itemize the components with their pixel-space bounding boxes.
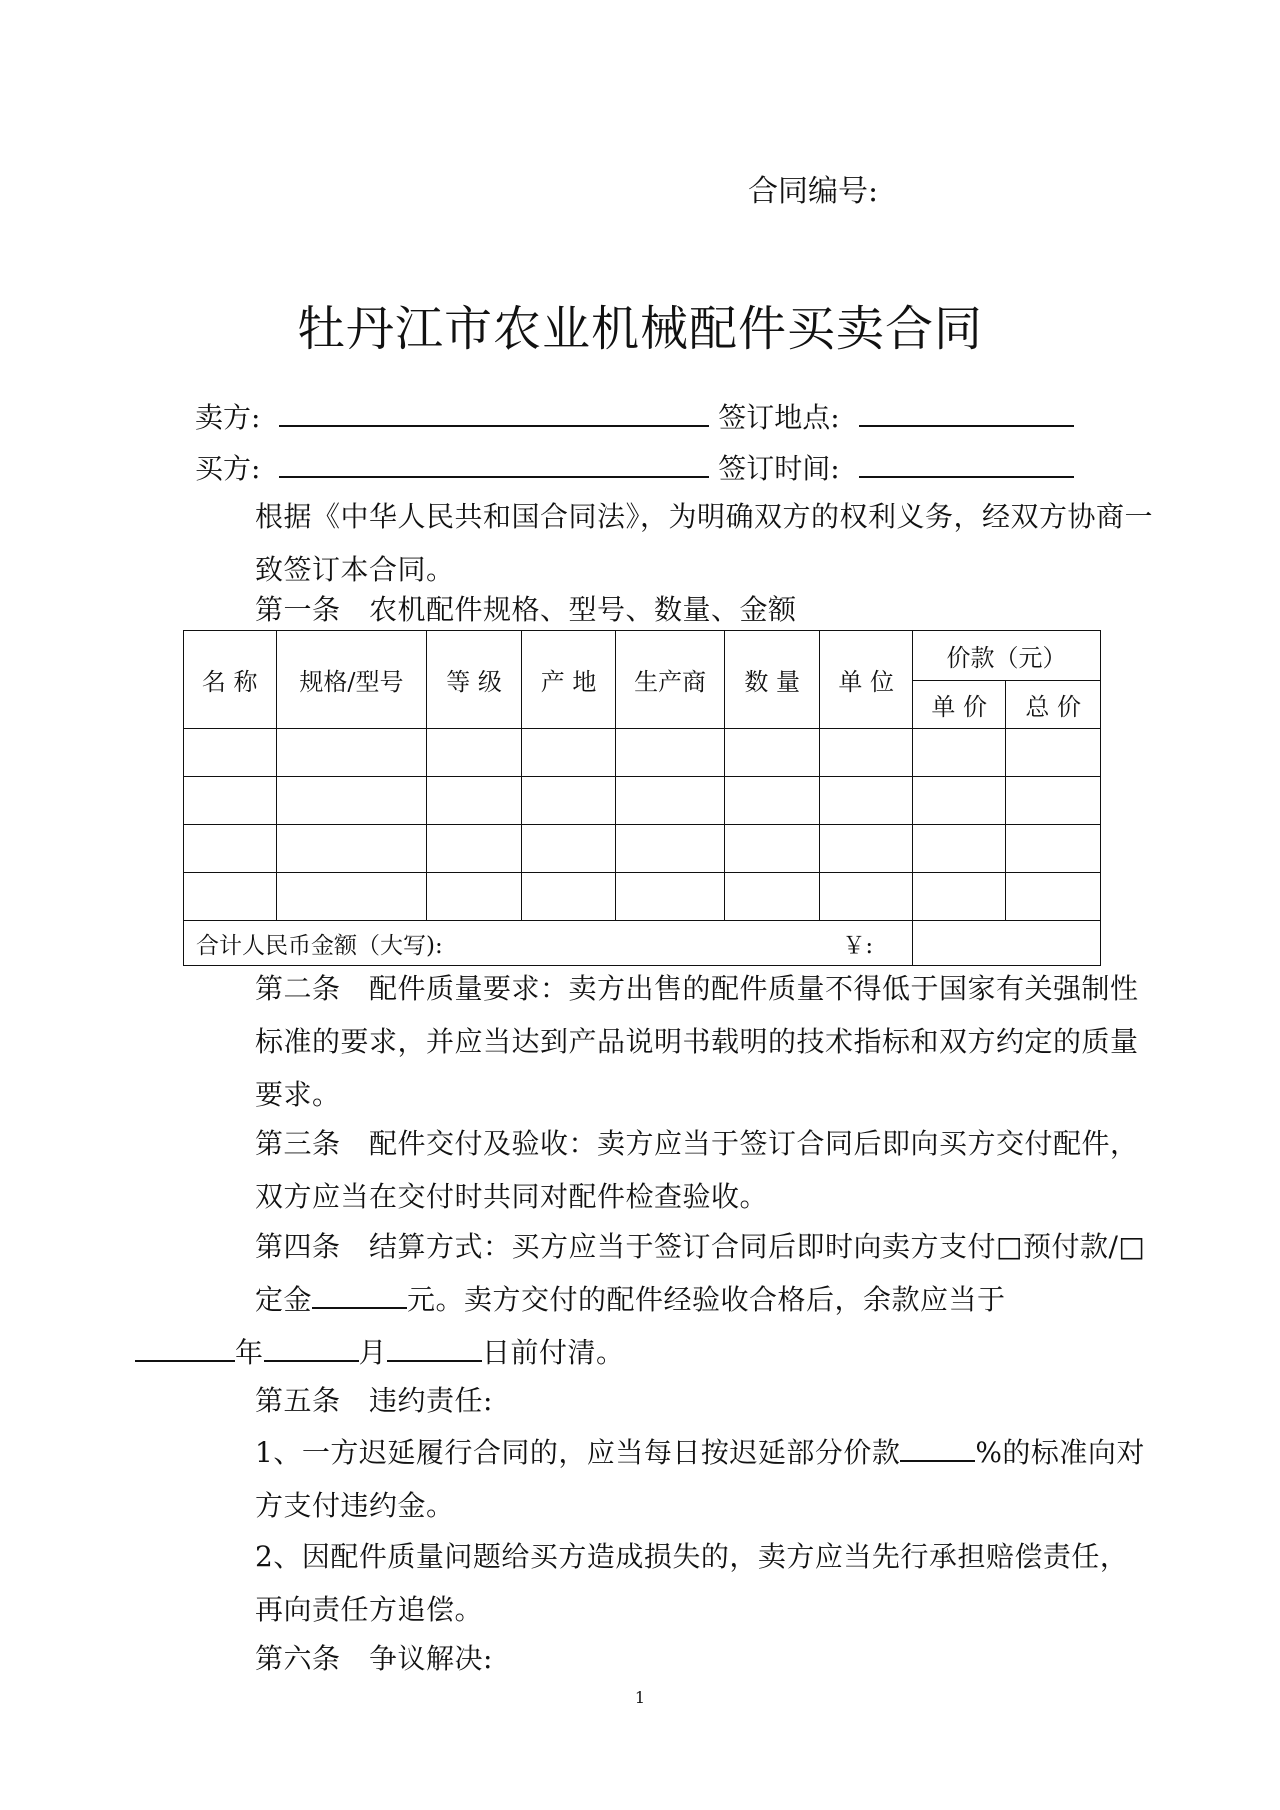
table-cell[interactable] xyxy=(724,825,820,873)
items-table xyxy=(183,630,1101,966)
article-1: 第一条 农机配件规格、型号、数量、金额 xyxy=(255,593,797,626)
total-label-text: 合计人民币金额（大写): xyxy=(196,932,443,959)
table-row xyxy=(184,729,1101,777)
table-cell[interactable] xyxy=(276,873,427,921)
time-label: 签订时间: xyxy=(718,452,840,485)
time-blank[interactable] xyxy=(859,446,1074,478)
place-blank[interactable] xyxy=(859,395,1074,427)
penalty-rate-blank[interactable] xyxy=(900,1436,975,1462)
table-cell[interactable] xyxy=(616,777,725,825)
table-cell[interactable] xyxy=(184,777,277,825)
table-cell[interactable] xyxy=(820,825,913,873)
page-number: 1 xyxy=(634,1688,646,1707)
table-cell[interactable] xyxy=(427,777,522,825)
total-value[interactable] xyxy=(912,921,1100,966)
table-cell[interactable] xyxy=(912,873,1006,921)
table-cell[interactable] xyxy=(276,825,427,873)
total-label xyxy=(184,921,913,966)
col-header-price: 价款（元） xyxy=(912,631,1100,681)
table-cell[interactable] xyxy=(427,873,522,921)
col-header-total-price: 总 价 xyxy=(1006,681,1101,729)
deposit-amount-blank[interactable] xyxy=(312,1283,407,1309)
table-cell[interactable] xyxy=(521,873,616,921)
table-cell[interactable] xyxy=(616,873,725,921)
col-header-quantity: 数 量 xyxy=(724,631,820,729)
buyer-line xyxy=(195,446,1095,489)
table-cell[interactable] xyxy=(616,729,725,777)
table-row xyxy=(184,873,1101,921)
year-label: 年 xyxy=(235,1336,264,1369)
table-cell[interactable] xyxy=(521,777,616,825)
day-label: 日前付清。 xyxy=(482,1336,625,1369)
table-cell[interactable] xyxy=(820,873,913,921)
article-5-item-2: 2、因配件质量问题给买方造成损失的，卖方应当先行承担赔偿责任，再向责任方追偿。 xyxy=(255,1540,1129,1626)
table-cell[interactable] xyxy=(276,729,427,777)
article-5-item-1a: 1、一方迟延履行合同的，应当每日按迟延部分价款 xyxy=(255,1436,901,1469)
table-cell[interactable] xyxy=(1006,729,1101,777)
buyer-blank[interactable] xyxy=(279,446,709,478)
col-header-unit-price: 单 价 xyxy=(912,681,1006,729)
day-blank[interactable] xyxy=(387,1336,482,1362)
total-currency: ￥: xyxy=(842,932,874,959)
table-cell[interactable] xyxy=(724,873,820,921)
table-cell[interactable] xyxy=(820,729,913,777)
col-header-spec: 规格/型号 xyxy=(276,631,427,729)
total-row xyxy=(184,921,1101,966)
article-4-part1: 第四条 结算方式：买方应当于签订合同后即时向卖方支付□预付款/□定金 xyxy=(255,1230,1146,1316)
seller-line xyxy=(195,395,1095,438)
article-5-item-1 xyxy=(195,1426,1155,1532)
table-cell[interactable] xyxy=(427,825,522,873)
article-3: 第三条 配件交付及验收：卖方应当于签订合同后即向买方交付配件，双方应当在交付时共同对配件检查验收。 xyxy=(255,1127,1139,1213)
table-cell[interactable] xyxy=(1006,873,1101,921)
seller-label: 卖方: xyxy=(195,401,261,434)
table-cell[interactable] xyxy=(521,729,616,777)
table-cell[interactable] xyxy=(616,825,725,873)
table-cell[interactable] xyxy=(427,729,522,777)
article-4-part2: 元。卖方交付的配件经验收合格后，余款应当于 xyxy=(407,1283,1006,1316)
col-header-grade: 等 级 xyxy=(427,631,522,729)
year-blank-line[interactable] xyxy=(135,1336,235,1362)
preamble: 根据《中华人民共和国合同法》，为明确双方的权利义务，经双方协商一致签订本合同。 xyxy=(255,500,1154,586)
article-2: 第二条 配件质量要求：卖方出售的配件质量不得低于国家有关强制性标准的要求，并应当达到产品说明书载明的技术指标和双方约定的质量要求。 xyxy=(255,972,1139,1111)
article-5-title: 第五条 违约责任: xyxy=(255,1384,493,1417)
buyer-label: 买方: xyxy=(195,452,261,485)
article-4 xyxy=(195,1220,1155,1379)
contract-number-label: 合同编号: xyxy=(748,174,879,209)
table-cell[interactable] xyxy=(724,729,820,777)
table-cell[interactable] xyxy=(184,825,277,873)
month-label: 月 xyxy=(358,1336,388,1369)
table-cell[interactable] xyxy=(521,825,616,873)
table-cell[interactable] xyxy=(820,777,913,825)
article-6-title: 第六条 争议解决: xyxy=(255,1642,493,1675)
table-cell[interactable] xyxy=(912,825,1006,873)
table-row xyxy=(184,777,1101,825)
table-cell[interactable] xyxy=(912,777,1006,825)
col-header-manufacturer: 生产商 xyxy=(616,631,725,729)
col-header-origin: 产 地 xyxy=(521,631,616,729)
table-cell[interactable] xyxy=(184,729,277,777)
table-cell[interactable] xyxy=(184,873,277,921)
col-header-name: 名 称 xyxy=(184,631,277,729)
table-cell[interactable] xyxy=(912,729,1006,777)
month-blank[interactable] xyxy=(264,1336,359,1362)
table-cell[interactable] xyxy=(1006,777,1101,825)
col-header-unit: 单 位 xyxy=(820,631,913,729)
article-5-item-1b: %的标准向对方支付违约金。 xyxy=(255,1436,1145,1522)
place-label: 签订地点: xyxy=(718,401,840,434)
table-cell[interactable] xyxy=(276,777,427,825)
document-title: 牡丹江市农业机械配件买卖合同 xyxy=(296,301,983,357)
table-cell[interactable] xyxy=(724,777,820,825)
table-row xyxy=(184,825,1101,873)
table-cell[interactable] xyxy=(1006,825,1101,873)
seller-blank[interactable] xyxy=(279,395,709,427)
